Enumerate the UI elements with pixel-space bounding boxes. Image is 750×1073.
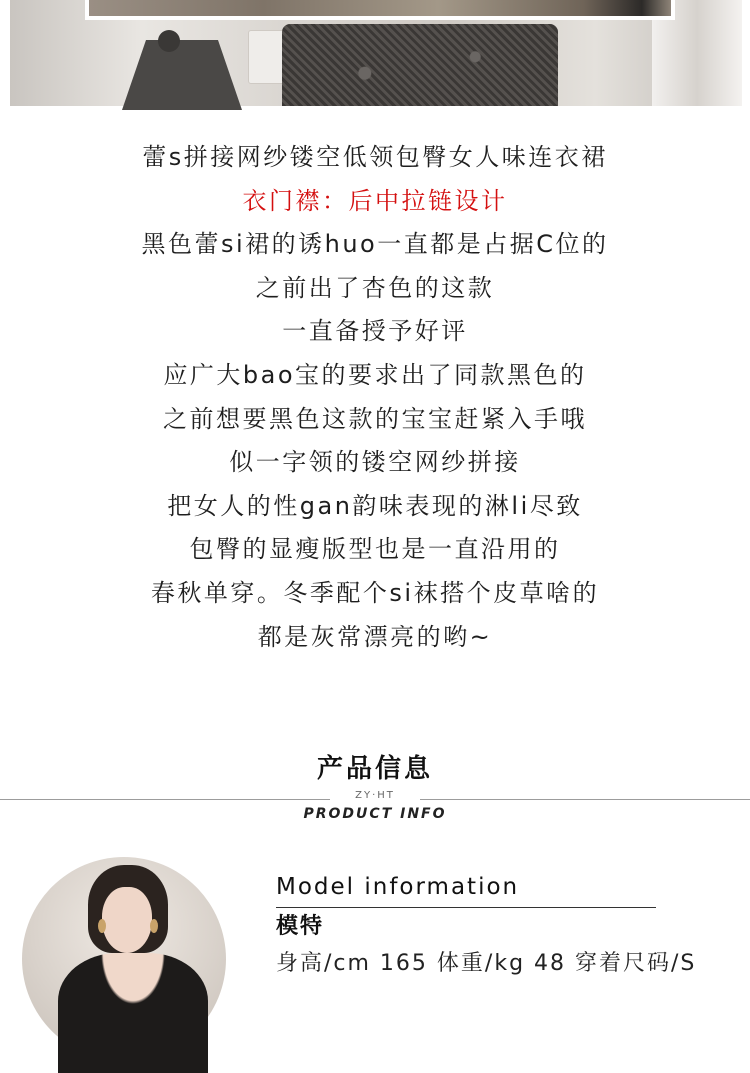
section-brand-mark: ZY·HT [330, 790, 420, 801]
description-line: 似一字领的镂空网纱拼接 [229, 448, 521, 477]
description-line: 应广大bao宝的要求出了同款黑色的 [163, 360, 587, 389]
description-line: 春秋单穿。冬季配个si袜搭个皮草啥的 [150, 578, 600, 607]
lamp-bulb [158, 30, 180, 52]
lace-dress-detail [282, 24, 558, 106]
description-line-closure: 衣门襟：后中拉链设计 [242, 186, 508, 215]
lamp-shade [122, 40, 242, 110]
inner-photo-frame [85, 0, 675, 20]
model-info-title-en: Model information [276, 874, 520, 900]
description-line: 都是灰常漂亮的哟~ [257, 622, 493, 651]
model-face [102, 887, 152, 953]
product-description [0, 136, 750, 659]
product-photo [10, 0, 742, 106]
description-line: 包臀的显瘦版型也是一直沿用的 [189, 535, 561, 564]
earring-icon [150, 919, 158, 933]
section-title-english: PRODUCT INFO [303, 806, 447, 822]
description-line: 一直备授予好评 [282, 317, 468, 346]
model-info-divider [276, 907, 656, 908]
description-line: 黑色蕾si裙的诱huo一直都是占据C位的 [141, 230, 609, 259]
description-line: 之前想要黑色这款的宝宝赶紧入手哦 [163, 404, 587, 433]
model-stats: 身高/cm 165 体重/kg 48 穿着尺码/S [276, 951, 697, 976]
model-avatar [22, 857, 226, 1061]
description-line: 蕾s拼接网纱镂空低领包臀女人味连衣裙 [142, 143, 608, 171]
description-line: 把女人的性gan韵味表现的淋li尽致 [167, 491, 583, 520]
model-info-title-cn: 模特 [276, 914, 325, 939]
description-line: 之前出了杏色的这款 [255, 273, 495, 302]
earring-icon [98, 919, 106, 933]
model-dress [58, 953, 208, 1073]
section-title: 产品信息 [316, 754, 433, 784]
